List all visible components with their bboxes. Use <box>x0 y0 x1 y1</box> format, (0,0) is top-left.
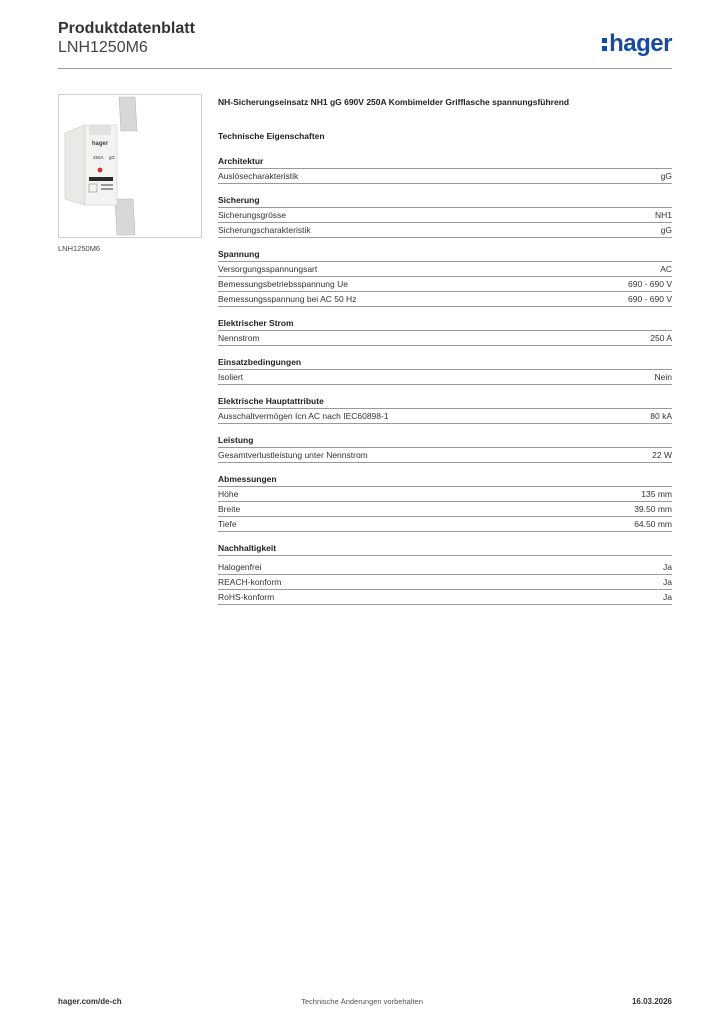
property-row <box>218 590 672 605</box>
hager-logo <box>602 30 672 58</box>
property-row <box>218 560 672 575</box>
property-row <box>218 208 672 223</box>
property-value: gG <box>660 225 672 235</box>
property-row <box>218 292 672 307</box>
property-label: Nennstrom <box>218 333 260 343</box>
logo-text: hager <box>609 30 672 57</box>
property-label: Bemessungsbetriebsspannung Ue <box>218 279 348 289</box>
properties-list <box>218 154 672 614</box>
header-divider <box>58 68 672 69</box>
property-label: Breite <box>218 504 241 514</box>
property-row <box>218 502 672 517</box>
property-row <box>218 331 672 346</box>
group-leistung <box>218 433 672 463</box>
group-title: Elektrischer Strom <box>218 316 672 331</box>
property-value: 690 - 690 V <box>628 294 672 304</box>
property-label: Sicherungscharakteristik <box>218 225 311 235</box>
image-class-label: gG <box>109 155 116 160</box>
property-value: 39.50 mm <box>634 504 672 514</box>
property-value: 80 kA <box>650 411 672 421</box>
group-sicherung <box>218 193 672 238</box>
group-title: Elektrische Hauptattribute <box>218 394 672 409</box>
logo-dots-icon <box>602 30 608 52</box>
property-label: Ausschaltvermögen Icn AC nach IEC60898-1 <box>218 411 389 421</box>
property-value: Ja <box>663 562 672 572</box>
product-title: NH-Sicherungseinsatz NH1 gG 690V 250A Kombimelder Grifflasche spannungsführend <box>218 97 570 107</box>
property-value: 690 - 690 V <box>628 279 672 289</box>
property-label: Tiefe <box>218 519 237 529</box>
group-elektrischer-strom <box>218 316 672 346</box>
group-elektrische-hauptattribute <box>218 394 672 424</box>
product-image <box>58 94 202 238</box>
property-row <box>218 517 672 532</box>
image-caption: LNH1250M6 <box>58 244 101 253</box>
property-row <box>218 370 672 385</box>
property-label: Isoliert <box>218 372 244 382</box>
property-row <box>218 223 672 238</box>
property-label: Versorgungsspannungsart <box>218 264 318 274</box>
property-value: Nein <box>654 372 672 382</box>
property-label: REACH-konform <box>218 577 282 587</box>
property-value: 22 W <box>652 450 672 460</box>
image-logo: hager <box>91 141 109 147</box>
group-title: Architektur <box>218 154 672 169</box>
property-row <box>218 487 672 502</box>
property-row <box>218 169 672 184</box>
property-value: gG <box>660 171 672 181</box>
property-row <box>218 448 672 463</box>
property-row <box>218 575 672 590</box>
property-row <box>218 262 672 277</box>
group-title: Abmessungen <box>218 472 672 487</box>
property-value: 64.50 mm <box>634 519 672 529</box>
page-title: Produktdatenblatt <box>58 20 195 37</box>
group-title: Leistung <box>218 433 672 448</box>
group-nachhaltigkeit <box>218 541 672 605</box>
group-title: Sicherung <box>218 193 672 208</box>
property-value: 135 mm <box>641 489 672 499</box>
product-code: LNH1250M6 <box>58 39 148 56</box>
group-einsatzbedingungen <box>218 355 672 385</box>
fuse-illustration <box>59 95 201 237</box>
property-label: Sicherungsgrösse <box>218 210 287 220</box>
tech-heading: Technische Eigenschaften <box>218 131 325 141</box>
group-title: Einsatzbedingungen <box>218 355 672 370</box>
property-value: Ja <box>663 592 672 602</box>
property-label: Bemessungsspannung bei AC 50 Hz <box>218 294 357 304</box>
indicator-icon <box>98 168 103 173</box>
property-row <box>218 277 672 292</box>
group-title: Nachhaltigkeit <box>218 541 672 556</box>
property-value: NH1 <box>654 210 672 220</box>
property-label: Gesamtverlustleistung unter Nennstrom <box>218 450 368 460</box>
group-architektur <box>218 154 672 184</box>
footer-date: 16.03.2026 <box>631 997 672 1006</box>
group-spannung <box>218 247 672 307</box>
property-value: AC <box>660 264 672 274</box>
group-abmessungen <box>218 472 672 532</box>
property-value: 250 A <box>650 333 672 343</box>
property-label: RoHS-konform <box>218 592 275 602</box>
group-title: Spannung <box>218 247 672 262</box>
property-value: Ja <box>663 577 672 587</box>
property-row <box>218 409 672 424</box>
property-label: Höhe <box>218 489 239 499</box>
image-rating-label: 250A <box>93 155 104 160</box>
property-label: Auslösecharakteristik <box>218 171 299 181</box>
property-label: Halogenfrei <box>218 562 262 572</box>
footer-notice: Technische Änderungen vorbehalten <box>301 997 423 1006</box>
footer-website-link[interactable]: hager.com/de-ch <box>58 997 122 1006</box>
